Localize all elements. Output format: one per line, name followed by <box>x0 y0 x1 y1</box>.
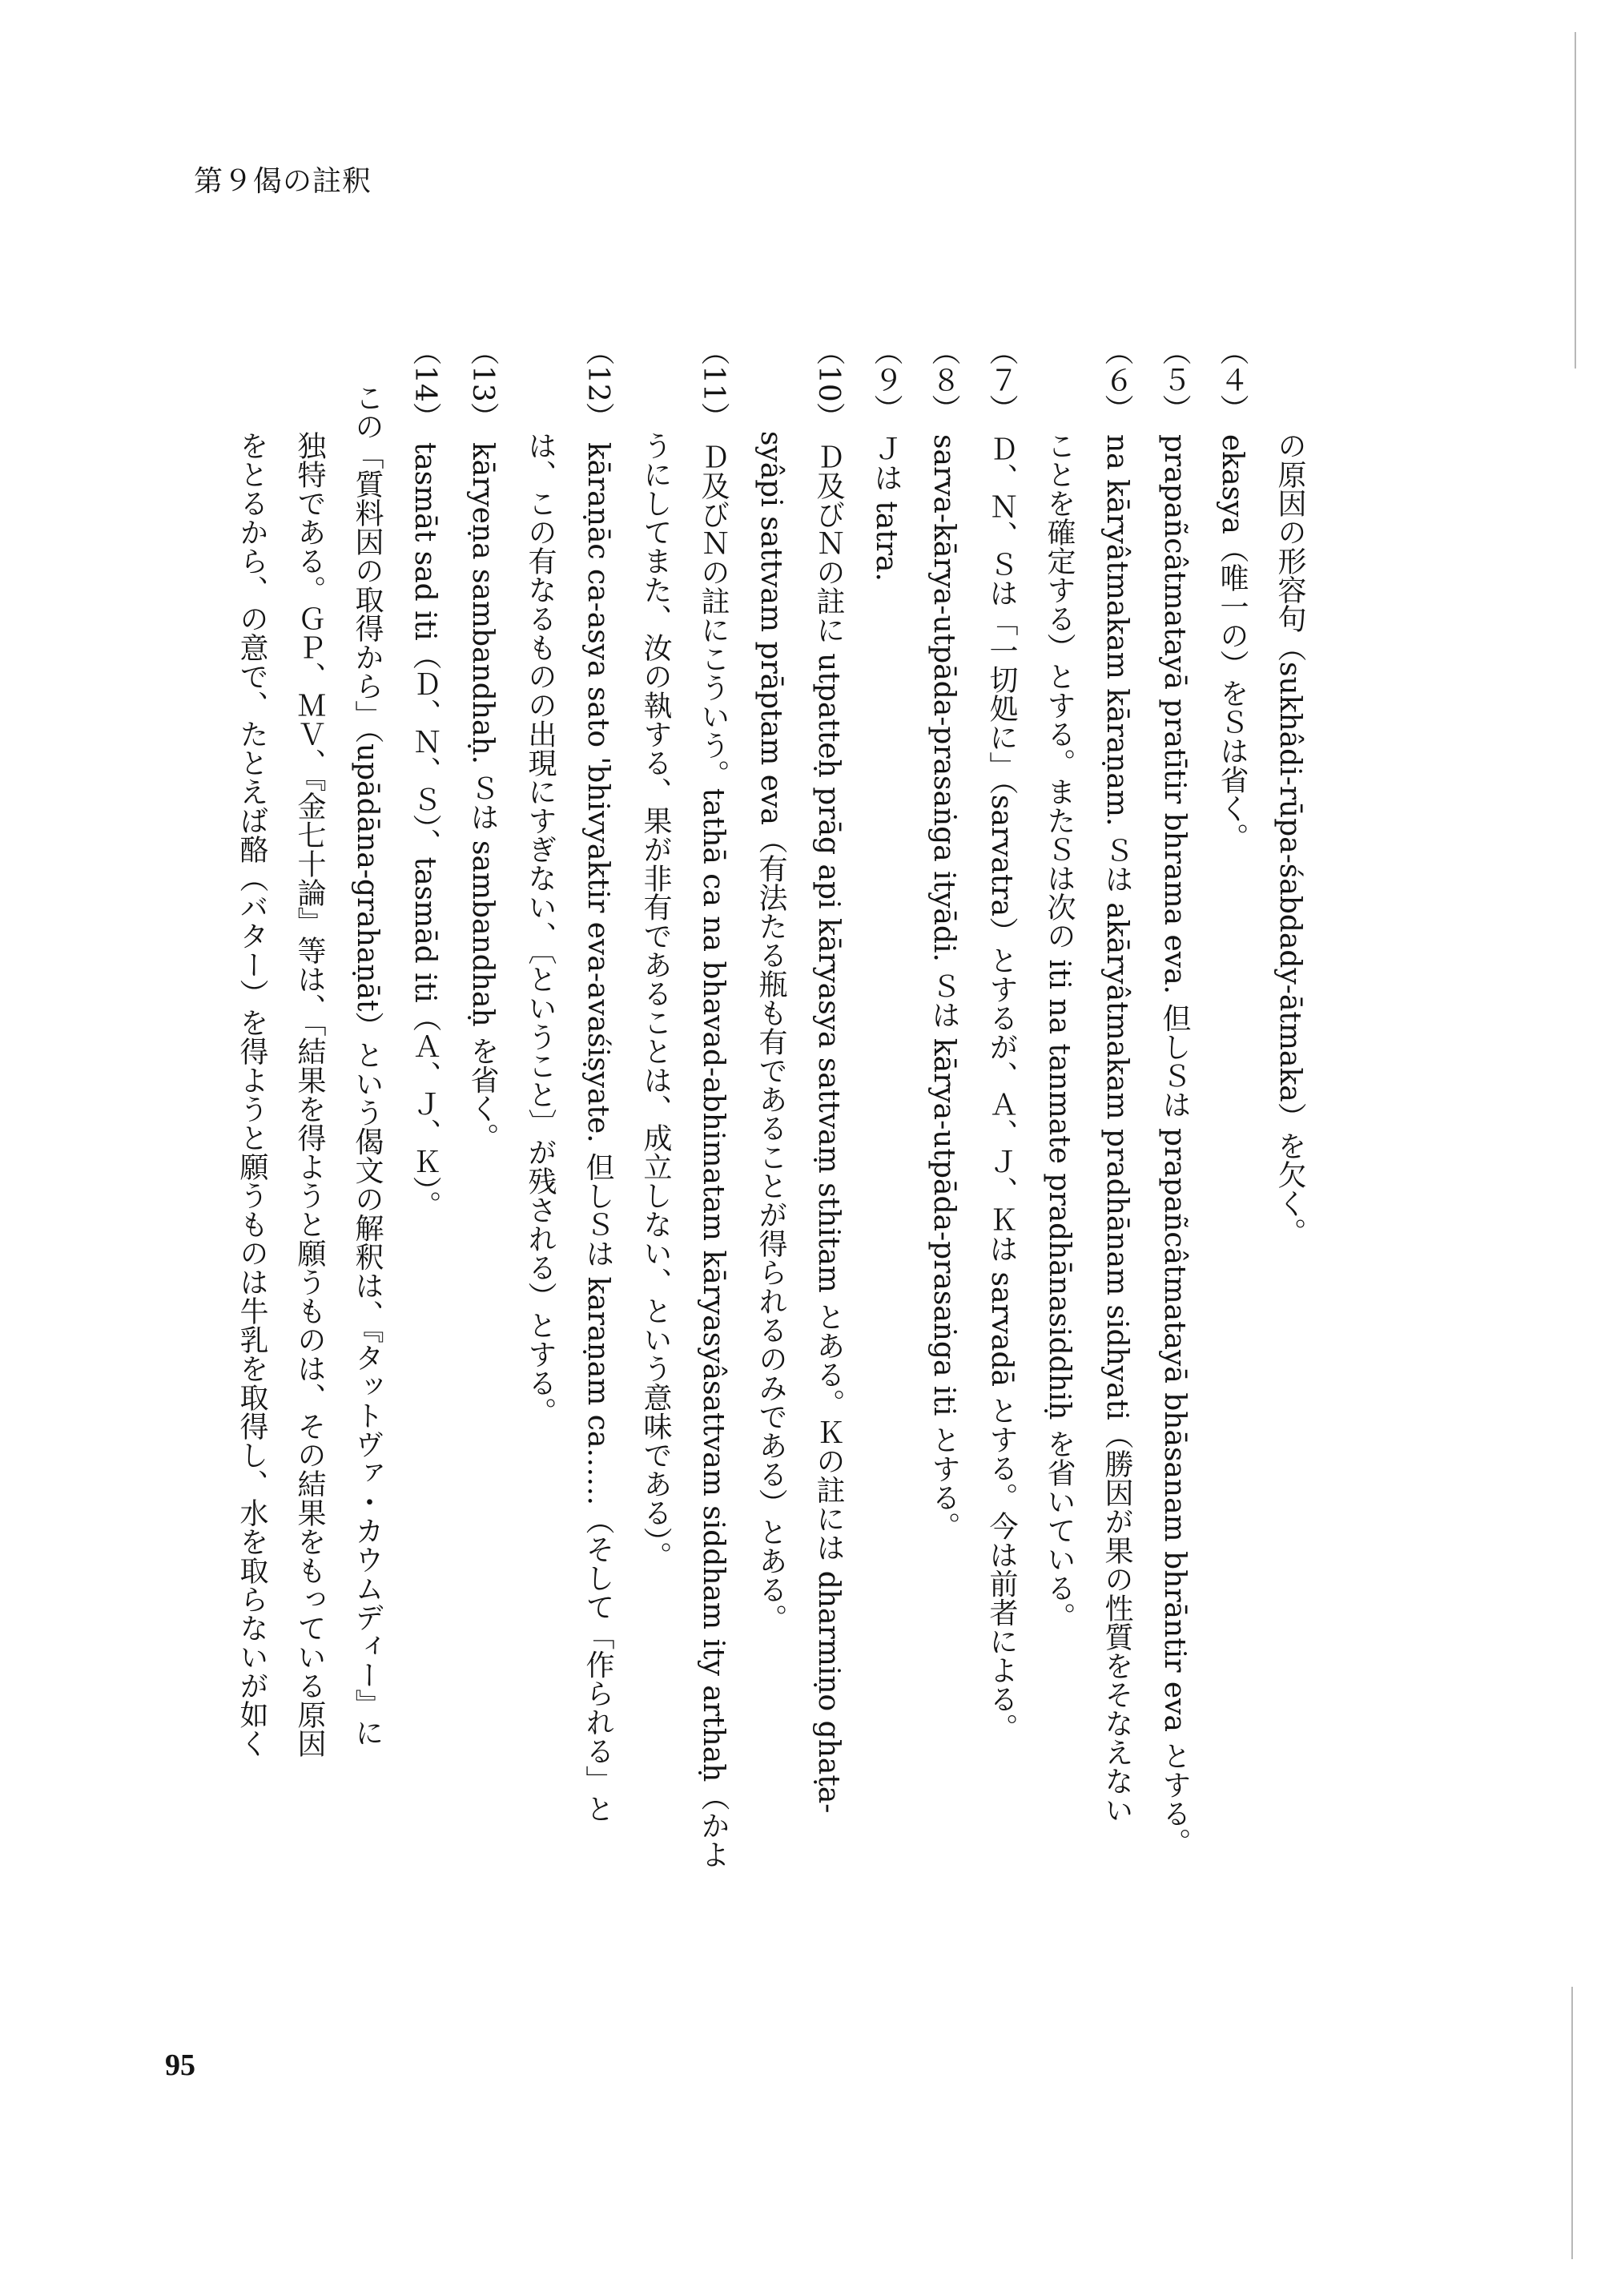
footnote-number: （４） <box>1216 336 1249 423</box>
footnote-number: （10） <box>812 336 845 431</box>
scan-edge-mark <box>1571 1987 1573 2259</box>
footnote-text: この「質料因の取得から」（upādāna-grahaṇāt）という偈文の解釈は、『タットヴァ・カウムディー』に <box>351 383 384 1747</box>
continuation-column <box>516 336 564 2043</box>
footnote-number: （６） <box>1100 336 1133 423</box>
footnote-column <box>1150 336 1198 2043</box>
footnote-text: na kāryâtmakam kāraṇam. Ｓは akāryâtmakam pradhānam sidhyati（勝因が果の性質をそなえない <box>1100 434 1133 1824</box>
continuation-column <box>227 336 276 2043</box>
footnote-column <box>804 336 852 2043</box>
footnote-column <box>862 336 910 2043</box>
footnote-column <box>977 336 1025 2043</box>
footnote-text: は、この有なるものの出現にすぎない、〔ということ〕が残される）とする。 <box>524 431 557 1426</box>
footnote-text: 独特である。ＧＰ、ＭＶ、『金七十論』等は、「結果を得ようと願うものは、その結果をもっている原因 <box>293 431 326 1758</box>
footnote-number: （11） <box>697 336 730 431</box>
footnote-text: Ｊは tatra. <box>870 434 903 582</box>
footnote-column <box>400 336 448 2043</box>
footnote-text: sarva-kārya-utpāda-prasaṅga ityādi. Ｓは kārya-utpāda-prasaṅga iti とする。 <box>927 434 960 1541</box>
footnote-text: Ｄ及びＮの註に utpatteḥ prāg api kāryasya sattvaṃ sthitam とある。Ｋの註には dharmiṇo ghaṭa- <box>812 441 845 1814</box>
continuation-column <box>285 336 333 2043</box>
footnote-text: うにしてまた、汝の執する、果が非有であることは、成立しない、という意味である）。 <box>639 431 672 1570</box>
footnote-number: （７） <box>985 336 1018 423</box>
footnote-text: Ｄ及びＮの註にこういう。tathā ca na bhavad-abhimatam kāryasyâsattvam siddham ity arthaḥ（かよ <box>697 441 730 1869</box>
continuation-column <box>746 336 794 2043</box>
continuation-column <box>631 336 679 2043</box>
footnote-number: （12） <box>581 336 614 431</box>
footnote-text: kāraṇāc ca-asya sato 'bhivyaktir eva-avaśiṣyate. 但しＳは karaṇam ca……（そして「作られる」と <box>581 441 614 1823</box>
footnote-column <box>919 336 967 2043</box>
continuation-column <box>1265 336 1313 2043</box>
continuation-column <box>1035 336 1083 2043</box>
footnote-column <box>458 336 506 2043</box>
scan-edge-mark <box>1575 32 1576 369</box>
footnote-text: prapañcâtmatayā pratītir bhrama eva. 但しＳは prapañcâtmatayā bhāsanam bhrāntir eva とする。 <box>1158 434 1191 1857</box>
footnote-text: をとるから、の意で、たとえば酪（バター）を得ようと願うものは牛乳を取得し、水を取らないが如く <box>235 431 268 1758</box>
footnote-column <box>1208 336 1256 2043</box>
page-number: 95 <box>165 2048 195 2082</box>
footnote-column <box>689 336 737 2043</box>
footnote-text: の原因の形容句（sukhâdi-rūpa-śabdady-ātmaka）を欠く。 <box>1273 431 1306 1247</box>
footnote-text: syâpi sattvam prāptam eva（有法たる瓶も有であることが得られるのみである）とある。 <box>754 431 787 1633</box>
footnote-column <box>1092 336 1140 2043</box>
continuation-column <box>343 336 391 2043</box>
footnote-number: （８） <box>927 336 960 423</box>
footnote-text: kāryeṇa sambandhaḥ. Ｓは sambandhaḥ を省く。 <box>466 441 499 1152</box>
footnote-number: （14） <box>408 336 441 431</box>
footnote-number: （９） <box>870 336 903 423</box>
footnote-number: （13） <box>466 336 499 431</box>
footnote-text: ことを確定する）とする。またＳは次の iti na tanmate pradhānasiddhiḥ を省いている。 <box>1043 431 1076 1631</box>
running-head: 第９偈の註釈 <box>194 165 372 198</box>
footnote-text: tasmāt sad iti（Ｄ、Ｎ、Ｓ）、tasmād iti（Ａ、Ｊ、Ｋ）。 <box>408 441 441 1219</box>
footnote-text: Ｄ、Ｎ、Ｓは「一切処に」（sarvatra）とするが、Ａ、Ｊ、Ｋは sarvadā とする。今は前者による。 <box>985 434 1018 1742</box>
footnote-number: （５） <box>1158 336 1191 423</box>
footnote-text: ekasya（唯一の）をＳは省く。 <box>1216 434 1249 852</box>
footnote-column <box>573 336 621 2043</box>
